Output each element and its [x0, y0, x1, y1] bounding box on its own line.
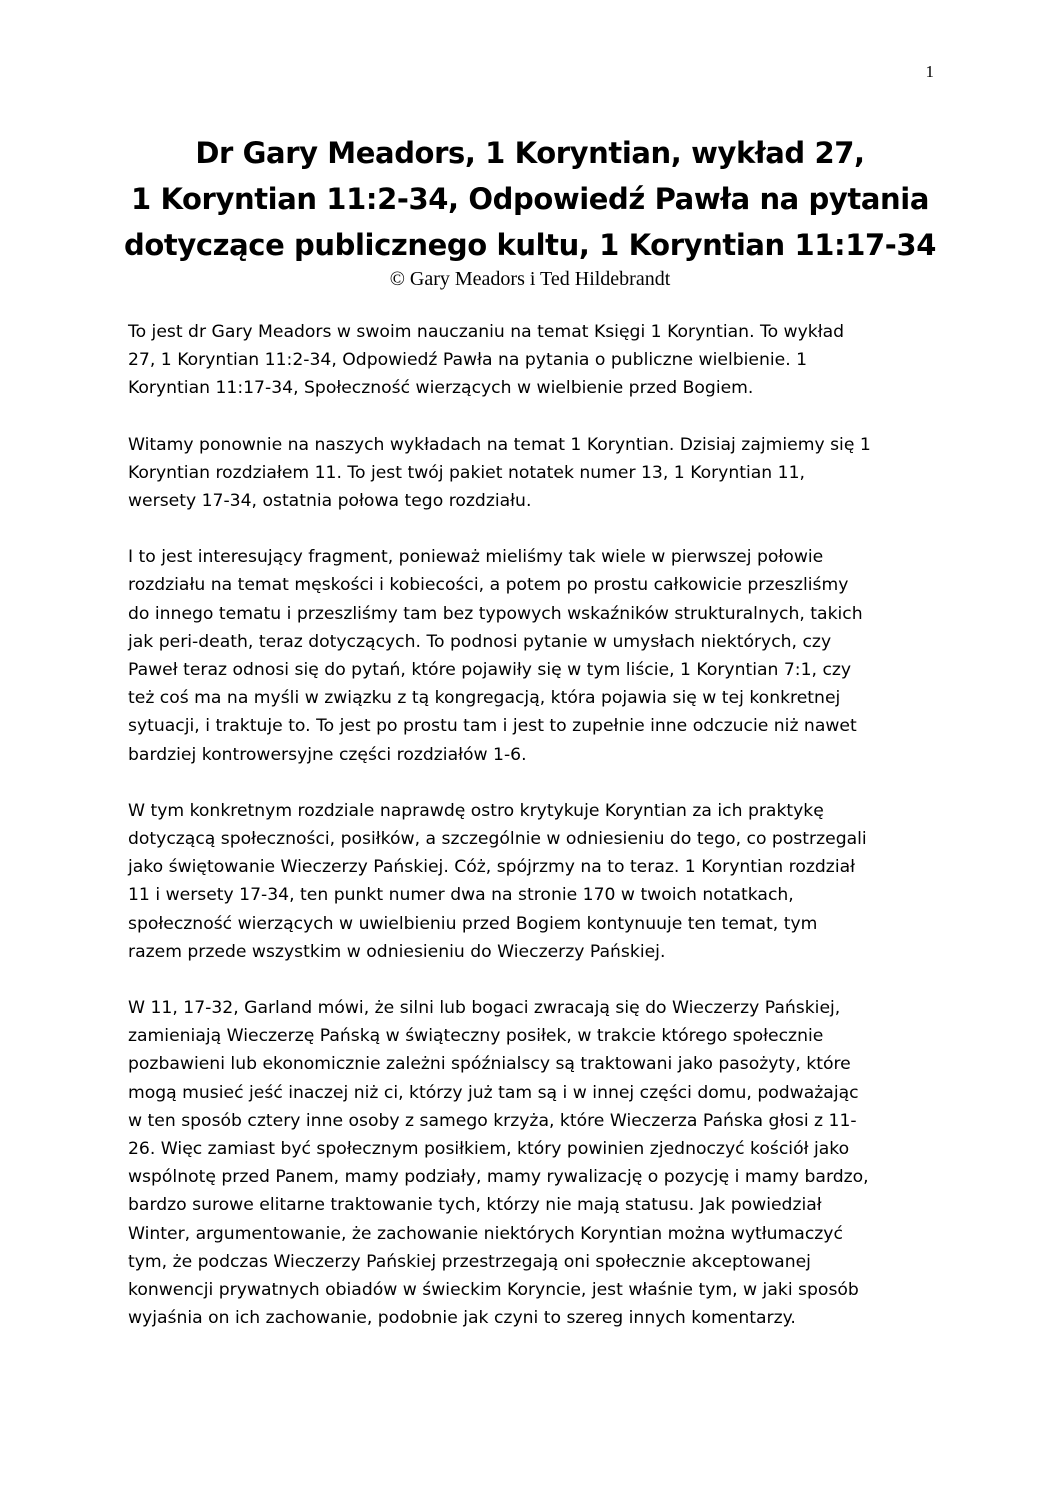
document-title-line-2: 1 Koryntian 11:2-34, Odpowiedź Pawła na pytania	[130, 182, 929, 216]
paragraph-line: jako świętowanie Wieczerzy Pańskiej. Cóż, spójrzmy na to teraz. 1 Koryntian rozdział	[128, 857, 856, 878]
paragraph-line: W 11, 17-32, Garland mówi, że silni lub bogaci zwracają się do Wieczerzy Pańskiej,	[128, 998, 841, 1019]
paragraph-line: w ten sposób cztery inne osoby z samego krzyża, które Wieczerza Pańska głosi z 11-	[128, 1110, 857, 1131]
paragraph-line: Koryntian rozdziałem 11. To jest twój pakiet notatek numer 13, 1 Koryntian 11,	[128, 462, 805, 483]
paragraph-line: razem przede wszystkim w odniesieniu do Wieczerzy Pańskiej.	[128, 941, 666, 962]
title-block	[90, 130, 970, 292]
paragraph-line: mogą musieć jeść inaczej niż ci, którzy już tam są i w innej części domu, podważając	[128, 1082, 859, 1103]
paragraph-line: bardzo surowe elitarne traktowanie tych, którzy nie mają statusu. Jak powiedział	[128, 1195, 822, 1216]
paragraph-line: 11 i wersety 17-34, ten punkt numer dwa na stronie 170 w twoich notatkach,	[128, 885, 794, 906]
paragraph-chapter	[128, 797, 948, 966]
paragraph-line: bardziej kontrowersyjne części rozdziałów 1-6.	[128, 744, 527, 765]
paragraph-line: do innego tematu i przeszliśmy tam bez typowych wskaźników strukturalnych, takich	[128, 603, 863, 624]
paragraph-line: jak peri-death, teraz dotyczących. To podnosi pytanie w umysłach niektórych, czy	[128, 631, 832, 652]
paragraph-line: I to jest interesujący fragment, ponieważ mieliśmy tak wiele w pierwszej połowie	[128, 547, 824, 568]
paragraph-garland	[128, 994, 948, 1332]
paragraph-line: 26. Więc zamiast być społecznym posiłkiem, który powinien zjednoczyć kościół jako	[128, 1139, 850, 1160]
document-title-line-3: dotyczące publicznego kultu, 1 Koryntian 11:17-34	[124, 228, 936, 262]
paragraph-fragment	[128, 543, 948, 769]
paragraph-line: Witamy ponownie na naszych wykładach na temat 1 Koryntian. Dzisiaj zajmiemy się 1	[128, 434, 871, 455]
paragraph-line: społeczność wierzących w uwielbieniu przed Bogiem kontynuuje ten temat, tym	[128, 913, 818, 934]
paragraph-intro	[128, 318, 948, 403]
page-number: 1	[925, 62, 934, 81]
paragraph-line: tym, że podczas Wieczerzy Pańskiej przestrzegają oni społecznie akceptowanej	[128, 1251, 811, 1272]
paragraph-line: rozdziału na temat męskości i kobiecości, a potem po prostu całkowicie przeszliśmy	[128, 575, 849, 596]
paragraph-welcome	[128, 431, 948, 516]
paragraph-line: pozbawieni lub ekonomicznie zależni spóźnialscy są traktowani jako pasożyty, które	[128, 1054, 851, 1075]
paragraph-line: To jest dr Gary Meadors w swoim nauczaniu na temat Księgi 1 Koryntian. To wykład	[128, 322, 845, 342]
paragraph-line: wspólnotę przed Panem, mamy podziały, mamy rywalizację o pozycję i mamy bardzo,	[128, 1167, 869, 1188]
paragraph-line: Koryntian 11:17-34, Społeczność wierzących w wielbienie przed Bogiem.	[128, 378, 754, 399]
document-body	[128, 318, 948, 1361]
paragraph-line: Paweł teraz odnosi się do pytań, które pojawiły się w tym liście, 1 Koryntian 7:1, czy	[128, 660, 852, 681]
document-title-line-1: Dr Gary Meadors, 1 Koryntian, wykład 27,	[195, 136, 865, 170]
paragraph-line: dotyczącą społeczności, posiłków, a szczególnie w odniesieniu do tego, co postrzegali	[128, 829, 867, 850]
paragraph-line: wersety 17-34, ostatnia połowa tego rozdziału.	[128, 491, 532, 512]
paragraph-line: konwencji prywatnych obiadów w świeckim Koryncie, jest właśnie tym, w jaki sposób	[128, 1280, 859, 1301]
paragraph-line: wyjaśnia on ich zachowanie, podobnie jak czyni to szereg innych komentarzy.	[128, 1308, 796, 1329]
paragraph-line: Winter, argumentowanie, że zachowanie niektórych Koryntian można wytłumaczyć	[128, 1223, 843, 1244]
paragraph-line: W tym konkretnym rozdziale naprawdę ostro krytykuje Koryntian za ich praktykę	[128, 800, 824, 821]
copyright-notice: © Gary Meadors i Ted Hildebrandt	[389, 268, 671, 290]
paragraph-line: sytuacji, i traktuje to. To jest po prostu tam i jest to zupełnie inne odczucie niż nawet	[128, 716, 857, 737]
paragraph-line: zamieniają Wieczerzę Pańską w świąteczny posiłek, w trakcie którego społecznie	[128, 1026, 824, 1047]
paragraph-line: też coś ma na myśli w związku z tą kongregacją, która pojawia się w tej konkretnej	[128, 688, 841, 709]
paragraph-line: 27, 1 Koryntian 11:2-34, Odpowiedź Pawła na pytania o publiczne wielbienie. 1	[128, 350, 808, 371]
